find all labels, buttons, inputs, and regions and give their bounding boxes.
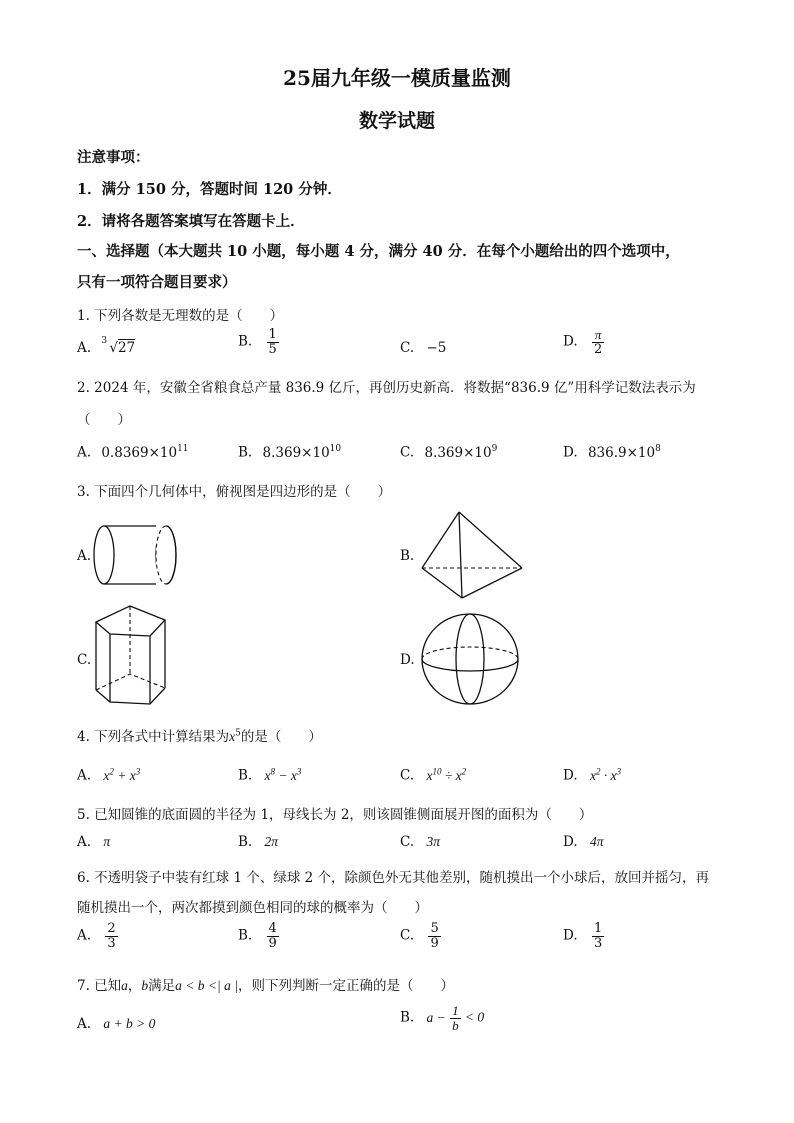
q4-stem-prefix: 4. 下列各式中计算结果为 — [77, 729, 230, 745]
q1-b-denominator: 5 — [268, 341, 277, 357]
question-7-stem — [77, 974, 454, 994]
q4-option-a-label: A. — [77, 767, 92, 784]
q7-stem-condition-text: 满足 — [148, 978, 176, 994]
q2-c-exponent: 9 — [491, 444, 498, 454]
q2-option-d[interactable] — [563, 444, 661, 461]
q3-option-a-label[interactable]: A. — [77, 548, 92, 564]
q4-stem-suffix: 的是（ ） — [240, 729, 322, 745]
q5-option-a[interactable] — [77, 834, 110, 850]
q6-b-denominator: 9 — [268, 935, 277, 951]
q5-option-a-label: A. — [77, 834, 92, 850]
q5-option-b-label: B. — [238, 834, 253, 850]
q3-option-b-label[interactable]: B. — [400, 548, 415, 564]
q1-option-d[interactable] — [563, 328, 604, 356]
q5-option-b[interactable] — [238, 834, 278, 850]
q6-option-a-label: A. — [77, 927, 92, 944]
q1-option-d-label: D. — [563, 333, 578, 350]
q7-b-prefix: a − — [426, 1009, 446, 1025]
question-5-stem: 5. 已知圆锥的底面圆的半径为 1，母线长为 2，则该圆锥侧面展开图的面积为（ ） — [77, 807, 593, 823]
q7-b-suffix: < 0 — [464, 1009, 485, 1025]
q1-a-root-index: 3 — [101, 336, 108, 346]
q6-option-d-label: D. — [563, 927, 578, 944]
q3-option-c-label[interactable]: C. — [77, 652, 92, 668]
q1-option-c[interactable] — [400, 340, 446, 356]
q6-c-numerator: 5 — [430, 921, 439, 936]
q7-stem-inequality: a < b <| a | — [175, 978, 238, 993]
q6-option-d[interactable] — [563, 922, 604, 950]
q7-option-a[interactable] — [77, 1016, 155, 1032]
exam-title: 25届九年级一模质量监测 — [283, 66, 511, 90]
section-heading-line1: 一、选择题（本大题共 10 小题，每小题 4 分，满分 40 分．在每个小题给出的四个选项中， — [77, 243, 680, 260]
q2-a-exponent: 11 — [177, 444, 189, 454]
q7-b-denominator: b — [452, 1017, 459, 1033]
q6-d-numerator: 1 — [593, 921, 603, 936]
q4-option-d-label: D. — [563, 767, 578, 784]
q7-a-expression: a + b > 0 — [103, 1016, 156, 1031]
pentagonal-prism-figure — [90, 604, 170, 706]
pyramid-figure — [418, 510, 528, 602]
q5-b-value: 2π — [264, 834, 279, 849]
q1-d-denominator: 2 — [593, 341, 603, 357]
q2-d-mantissa: 836.9×10 — [587, 444, 656, 461]
exam-subtitle: 数学试题 — [358, 110, 435, 132]
q1-option-a[interactable]: A. 3 √27 — [77, 336, 136, 356]
q5-option-d[interactable] — [563, 834, 603, 850]
q5-option-c[interactable] — [400, 834, 440, 850]
section-heading-line2: 只有一项符合题目要求） — [77, 274, 237, 291]
q1-option-b-label: B. — [238, 333, 253, 350]
q2-b-exponent: 10 — [329, 444, 342, 454]
q7-b-numerator: 1 — [452, 1003, 459, 1018]
q4-option-d[interactable]: D. $x^2 \cdot x^3$ — [563, 766, 622, 784]
q5-c-value: 3π — [426, 834, 440, 849]
question-6-stem-line2: 随机摸出一个，两次都摸到颜色相同的球的概率为（ ） — [77, 900, 428, 916]
question-4-stem — [77, 725, 322, 745]
q1-c-value: −5 — [426, 340, 447, 356]
q2-option-a-label: A. — [77, 444, 92, 461]
question-1-stem: 1. 下列各数是无理数的是（ ） — [77, 308, 284, 324]
q2-option-c-label: C. — [400, 444, 415, 461]
q2-option-b-label: B. — [238, 444, 253, 461]
q5-a-value: π — [103, 834, 111, 849]
notes-heading: 注意事项： — [77, 149, 150, 166]
q6-b-numerator: 4 — [268, 921, 277, 936]
q4-stem-base: x — [229, 729, 236, 744]
q4-option-b[interactable]: B. $x^8 - x^3$ — [238, 766, 302, 784]
q7-option-b-label: B. — [400, 1009, 415, 1026]
q2-b-mantissa: 8.369×10 — [262, 444, 330, 461]
q2-d-exponent: 8 — [655, 444, 661, 454]
sphere-figure — [420, 612, 520, 706]
q1-b-numerator: 1 — [268, 327, 277, 342]
q4-option-a[interactable]: A. $x^2 + x^3$ — [77, 766, 141, 784]
q6-a-numerator: 2 — [107, 921, 116, 936]
question-6-stem-line1: 6. 不透明袋子中装有红球 1 个、绿球 2 个，除颜色外无其他差别，随机摸出一个小球后，放回并摇匀，再 — [77, 870, 710, 886]
note-item-1: 1．满分 150 分，答题时间 120 分钟． — [77, 181, 342, 198]
q7-stem-comma: ， — [127, 978, 142, 994]
q1-a-radicand: 27 — [117, 340, 136, 356]
q2-a-mantissa: 0.8369×10 — [101, 444, 178, 461]
q6-d-denominator: 3 — [593, 935, 603, 951]
q7-option-b[interactable] — [400, 1004, 484, 1032]
q7-var-a: a — [121, 978, 128, 993]
question-2-stem-cont: （ ） — [77, 412, 131, 428]
question-2-stem: 2. 2024 年，安徽全省粮食总产量 836.9 亿斤，再创历史新高．将数据“836.9 亿”用科学记数法表示为 — [77, 380, 696, 396]
q2-c-mantissa: 8.369×10 — [424, 444, 492, 461]
q4-stem-exponent: 5 — [235, 728, 241, 739]
q6-option-b[interactable] — [238, 922, 279, 950]
q6-c-denominator: 9 — [430, 935, 439, 951]
q4-option-c-label: C. — [400, 767, 415, 784]
q5-option-c-label: C. — [400, 834, 415, 850]
q6-option-b-label: B. — [238, 927, 253, 944]
q1-option-b[interactable] — [238, 328, 279, 356]
q6-option-a[interactable] — [77, 922, 118, 950]
q7-option-a-label: A. — [77, 1016, 92, 1032]
q7-stem-prefix: 7. 已知 — [77, 978, 122, 994]
q7-stem-suffix: ，则下列判断一定正确的是（ ） — [237, 978, 454, 994]
q2-option-d-label: D. — [563, 444, 578, 461]
q1-d-numerator: π — [592, 328, 604, 343]
q5-option-d-label: D. — [563, 834, 578, 850]
q4-option-c[interactable]: C. $x^{10} \div x^2$ — [400, 766, 467, 784]
q7-var-b: b — [141, 978, 149, 993]
note-item-2: 2．请将各题答案填写在答题卡上． — [77, 213, 305, 230]
q2-option-a[interactable] — [77, 444, 189, 461]
q3-option-d-label[interactable]: D. — [400, 652, 415, 668]
q2-option-c[interactable] — [400, 444, 497, 461]
q1-option-c-label: C. — [400, 340, 415, 356]
q2-option-b[interactable] — [238, 444, 341, 461]
cylinder-figure — [90, 522, 190, 588]
q6-a-denominator: 3 — [107, 935, 116, 951]
q4-option-b-label: B. — [238, 767, 253, 784]
q6-option-c-label: C. — [400, 927, 415, 944]
q5-d-value: 4π — [589, 834, 604, 849]
question-3-stem: 3. 下面四个几何体中，俯视图是四边形的是（ ） — [77, 484, 392, 500]
q1-option-a-label: A. — [77, 340, 92, 356]
q6-option-c[interactable] — [400, 922, 441, 950]
